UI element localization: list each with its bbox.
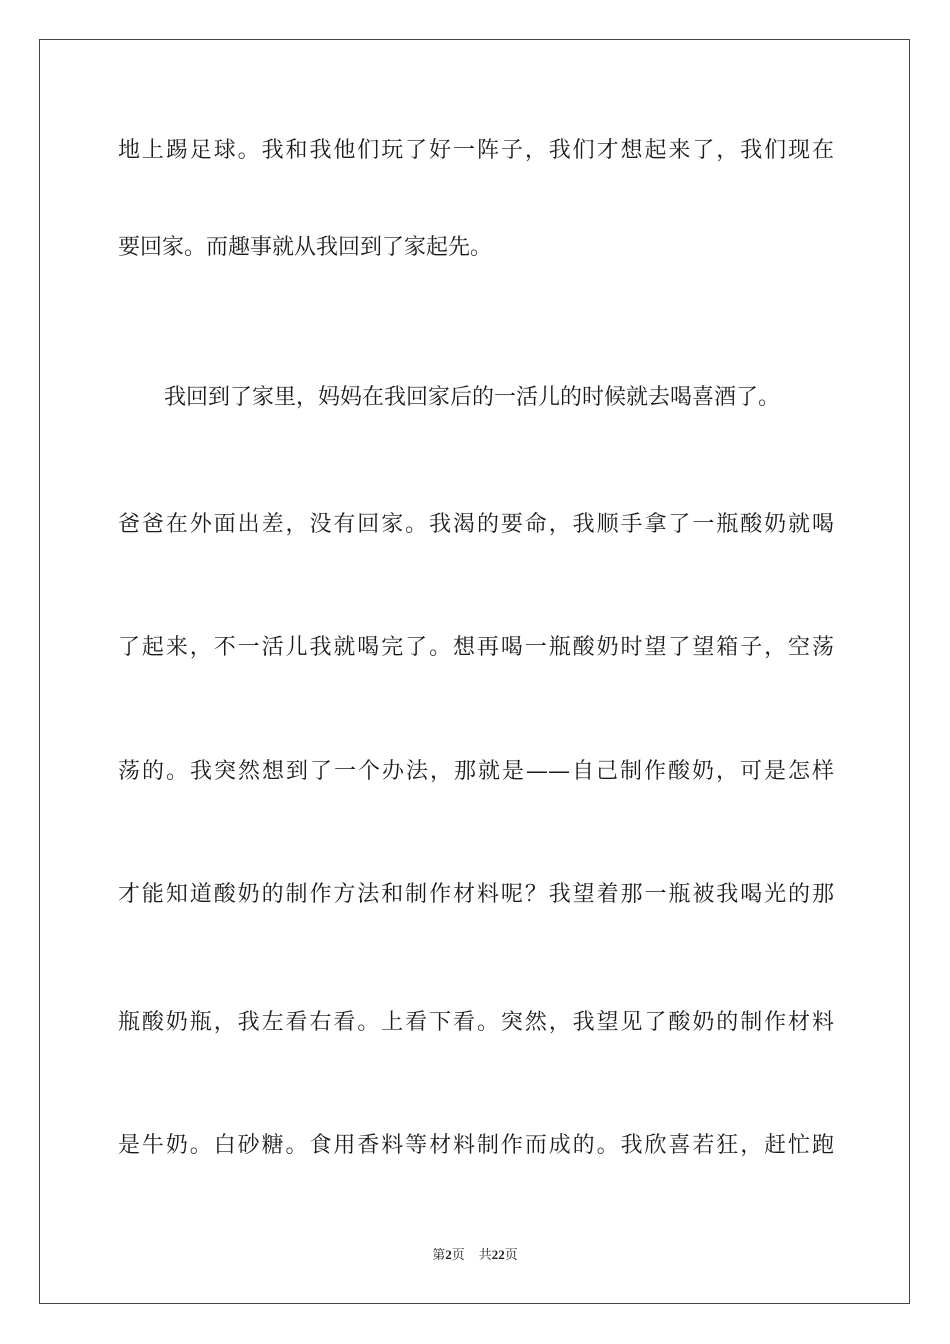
body-text-line-2: 要回家。而趣事就从我回到了家起先。 — [118, 235, 493, 260]
body-text-line-8: 瓶酸奶瓶，我左看右看。上看下看。突然，我望见了酸奶的制作材料 — [118, 1010, 834, 1035]
total-pages: 22 — [491, 1247, 505, 1262]
body-text-line-7: 才能知道酸奶的制作方法和制作材料呢？我望着那一瓶被我喝光的那 — [118, 882, 834, 907]
total-suffix: 页 — [504, 1247, 518, 1262]
body-text-line-4: 爸爸在外面出差，没有回家。我渴的要命，我顺手拿了一瓶酸奶就喝 — [118, 512, 834, 537]
total-prefix: 共 — [478, 1247, 492, 1262]
page-border — [39, 39, 910, 1304]
page-suffix: 页 — [451, 1247, 465, 1262]
body-text-line-9: 是牛奶。白砂糖。食用香料等材料制作而成的。我欣喜若狂，赶忙跑 — [118, 1133, 834, 1158]
body-text-line-6: 荡的。我突然想到了一个办法，那就是——自己制作酸奶，可是怎样 — [118, 759, 834, 784]
page-footer — [0, 1246, 950, 1264]
page-prefix: 第 — [432, 1247, 446, 1262]
body-text-line-3: 我回到了家里，妈妈在我回家后的一活儿的时候就去喝喜酒了。 — [164, 385, 781, 410]
body-text-line-5: 了起来，不一活儿我就喝完了。想再喝一瓶酸奶时望了望箱子，空荡 — [118, 635, 834, 660]
page-number: 2 — [445, 1247, 452, 1262]
body-text-line-1: 地上踢足球。我和我他们玩了好一阵子，我们才想起来了，我们现在 — [118, 138, 834, 163]
